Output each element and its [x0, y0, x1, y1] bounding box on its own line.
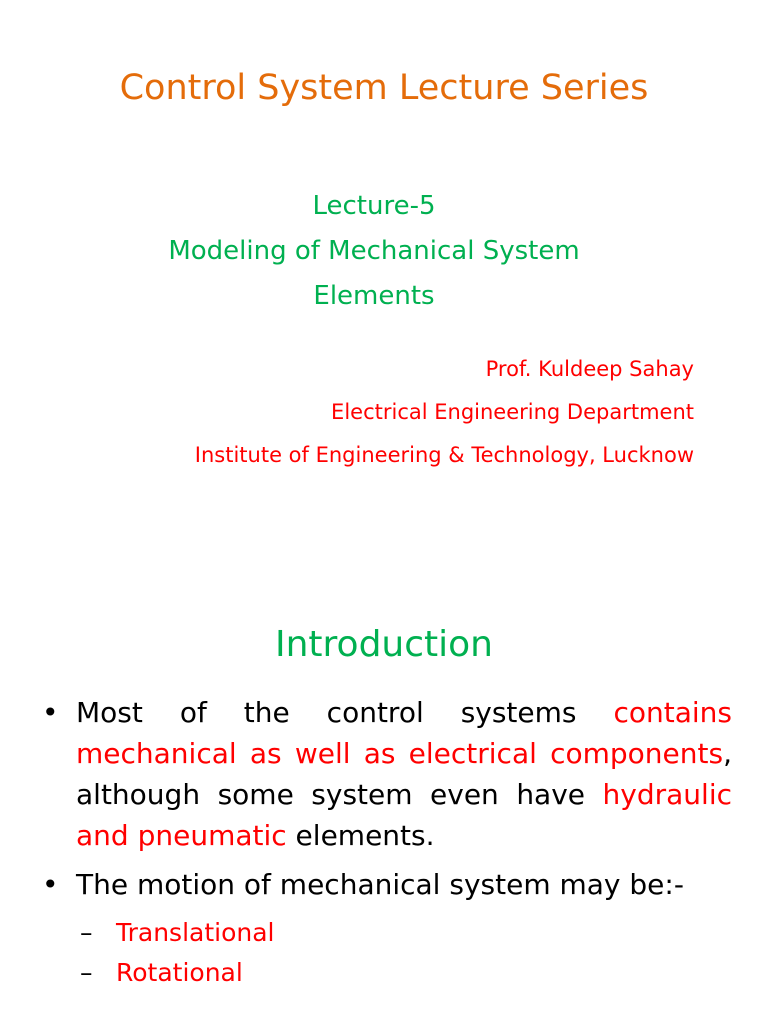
bullet-1-highlight-hydraulic: hydraulic and pneumatic — [76, 778, 732, 852]
author-name: Prof. Kuldeep Sahay — [485, 357, 694, 381]
subitem-label: Translational — [116, 918, 275, 947]
dash-icon: – — [80, 918, 93, 947]
subitem-rotational — [36, 953, 732, 993]
introduction-heading: Introduction — [274, 624, 493, 665]
author-department: Electrical Engineering Department — [331, 400, 694, 424]
dash-icon: – — [80, 958, 93, 987]
bullet-1-text-b: , although some system even have — [76, 737, 732, 811]
bullet-list — [36, 692, 732, 993]
author-block — [195, 348, 694, 477]
subitem-translational — [36, 913, 732, 953]
author-institute: Institute of Engineering & Technology, Lucknow — [194, 443, 694, 467]
bullet-2-text: The motion of mechanical system may be:- — [76, 868, 684, 901]
bullet-1-text-a: Most of the control systems — [76, 696, 614, 729]
bullet-icon: • — [42, 696, 59, 729]
bullet-item-2 — [36, 864, 732, 905]
bullet-item-1 — [36, 692, 732, 856]
subitem-label: Rotational — [116, 958, 243, 987]
lecture-title-line1: Modeling of Mechanical System — [168, 236, 580, 266]
lecture-subtitle — [100, 184, 648, 319]
series-title: Control System Lecture Series — [119, 68, 649, 108]
introduction-slide — [0, 600, 768, 1024]
bullet-icon: • — [42, 868, 59, 901]
bullet-1-highlight-components: contains mechanical as well as electrical components — [76, 696, 732, 770]
lecture-title-line2: Elements — [313, 281, 435, 311]
lecture-number: Lecture-5 — [312, 191, 436, 221]
bullet-1-text-c: elements. — [286, 819, 435, 852]
